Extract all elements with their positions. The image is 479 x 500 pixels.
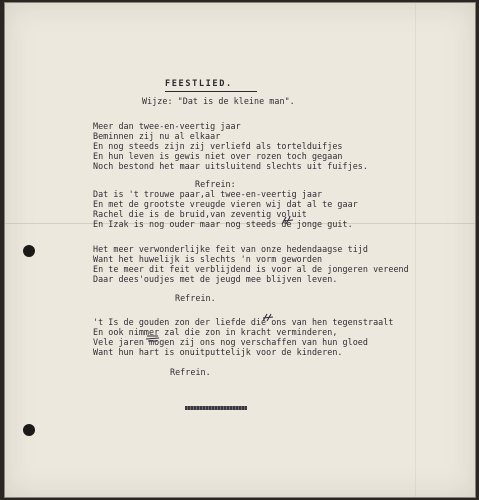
refrain-label: Refrein.: [175, 293, 216, 303]
typed-page: [4, 2, 476, 498]
refrain-label: Refrein.: [170, 367, 211, 377]
verse-line: Want het huwelijk is slechts 'n vorm geworden: [93, 254, 323, 264]
refrain-line: En Izak is nog ouder maar nog steeds de jonge guit.: [93, 219, 353, 229]
refrain-label: Refrein:: [195, 179, 236, 189]
punch-hole: [23, 245, 35, 257]
verse-line: Want hun hart is onuitputtelijk voor de kinderen.: [93, 347, 343, 357]
verse-line: En hun leven is gewis niet over rozen toch gegaan: [93, 151, 343, 161]
verse-line: Daar dees'oudjes met de jeugd mee blijven leven.: [93, 274, 338, 284]
verse-line: En te meer dit feit verblijdend is voor al de jongeren vereend: [93, 264, 409, 274]
correction-mark: [146, 333, 160, 343]
verse-line: Noch bestond het maar uitsluitend slechts uit fuifjes.: [93, 161, 368, 171]
punch-hole: [23, 424, 35, 436]
refrain-line: Dat is 't trouwe paar,al twee-en-veertig jaar: [93, 189, 323, 199]
title-underline: [165, 91, 257, 92]
refrain-line: Rachel die is de bruid,van zeventig voluit: [93, 209, 307, 219]
verse-line: Beminnen zij nu al elkaar: [93, 131, 221, 141]
song-title: FEESTLIED.: [165, 79, 233, 89]
verse-line: Meer dan twee-en-veertig jaar: [93, 121, 241, 131]
verse-line: En ook nimmer zal die zon in kracht verminderen,: [93, 327, 338, 337]
verse-line: En nog steeds zijn zij verliefd als tortelduifjes: [93, 141, 343, 151]
correction-mark: [262, 313, 274, 323]
correction-mark: [281, 216, 295, 226]
verse-line: Vele jaren mogen zij ons nog verschaffen van hun gloed: [93, 337, 368, 347]
melody-line: Wijze: "Dat is de kleine man".: [142, 96, 295, 106]
refrain-line: En met de grootste vreugde vieren wij dat al te gaar: [93, 199, 358, 209]
struck-out-line: [185, 406, 247, 410]
verse-line: Het meer verwonderlijke feit van onze hedendaagse tijd: [93, 244, 368, 254]
paper-crease: [415, 3, 416, 497]
verse-line: 't Is de gouden zon der liefde die ons van hen tegenstraalt: [93, 317, 394, 327]
